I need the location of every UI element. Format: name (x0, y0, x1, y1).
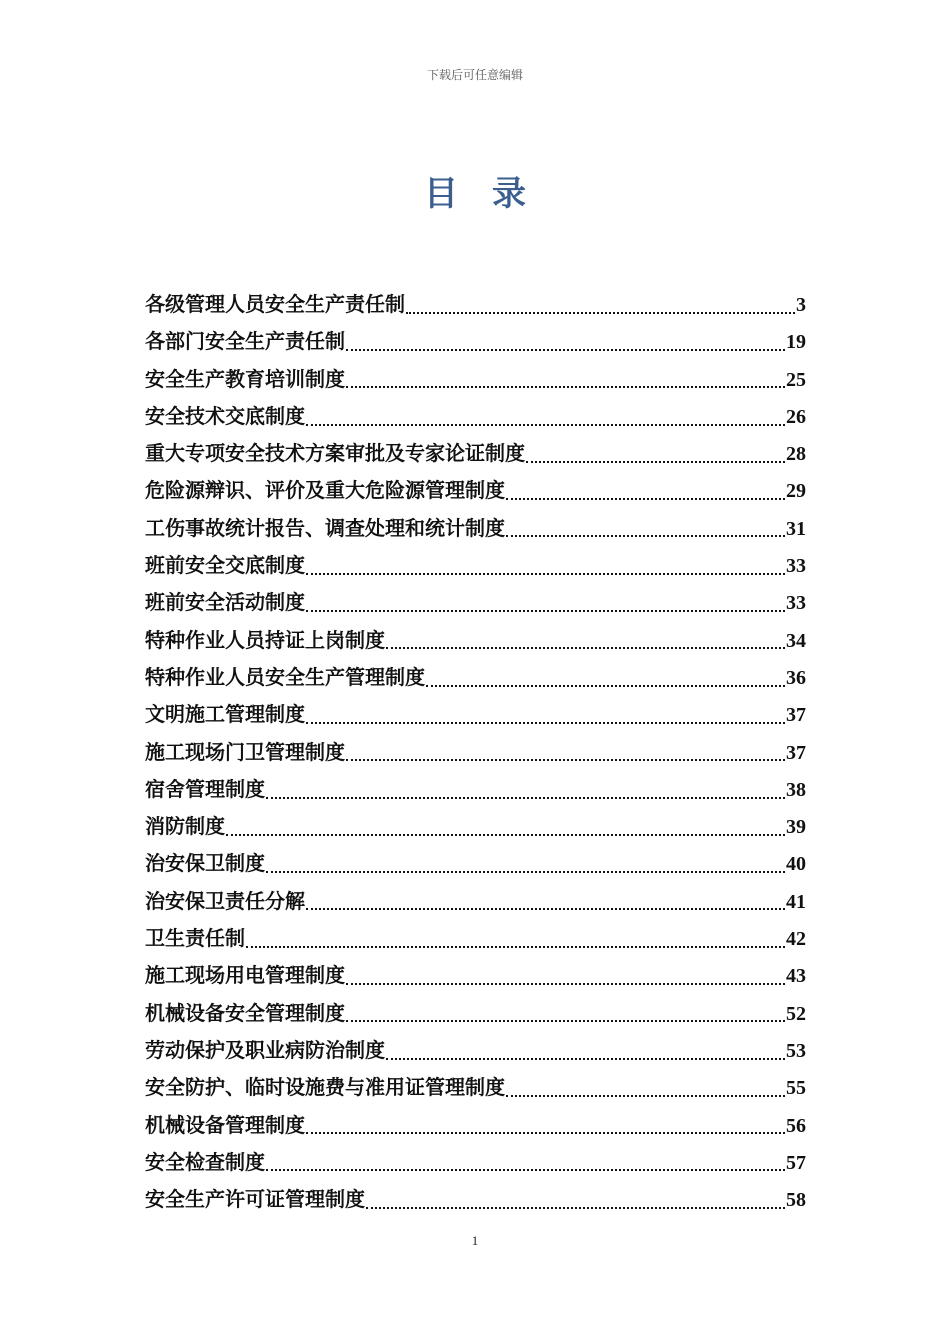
toc-dot-leader (366, 1207, 785, 1209)
toc-entry-page: 55 (786, 1077, 806, 1100)
toc-entry-title: 施工现场门卫管理制度 (145, 739, 345, 764)
toc-entry-page: 57 (786, 1151, 806, 1174)
toc-entry-page: 33 (786, 555, 806, 578)
toc-entry-title: 治安保卫制度 (145, 851, 265, 876)
toc-entry-title: 特种作业人员持证上岗制度 (145, 627, 385, 652)
toc-dot-leader (266, 871, 785, 873)
toc-entry[interactable] (145, 472, 806, 509)
toc-dot-leader (506, 498, 785, 500)
toc-entry-title: 工伤事故统计报告、调查处理和统计制度 (145, 515, 505, 540)
toc-list (145, 286, 806, 1218)
toc-dot-leader (266, 797, 785, 799)
toc-entry[interactable] (145, 995, 806, 1032)
toc-dot-leader (406, 312, 795, 314)
toc-entry[interactable] (145, 1032, 806, 1069)
toc-entry-page: 58 (786, 1189, 806, 1212)
toc-entry[interactable] (145, 659, 806, 696)
toc-dot-leader (386, 1058, 785, 1060)
toc-entry-title: 班前安全交底制度 (145, 553, 305, 578)
toc-entry[interactable] (145, 622, 806, 659)
toc-entry[interactable] (145, 771, 806, 808)
toc-entry[interactable] (145, 361, 806, 398)
toc-entry-page: 39 (786, 816, 806, 839)
header-note: 下载后可任意编辑 (426, 68, 523, 82)
toc-dot-leader (306, 424, 785, 426)
toc-entry-title: 治安保卫责任分解 (145, 888, 305, 913)
toc-entry[interactable] (145, 845, 806, 882)
toc-entry-title: 各级管理人员安全生产责任制 (145, 292, 405, 316)
toc-entry-title: 安全防护、临时设施费与准用证管理制度 (145, 1075, 505, 1100)
toc-entry-title: 安全检查制度 (145, 1149, 265, 1174)
toc-entry-title: 各部门安全生产责任制 (145, 329, 345, 354)
toc-entry-page: 56 (786, 1114, 806, 1137)
toc-entry-title: 重大专项安全技术方案审批及专家论证制度 (145, 441, 525, 466)
toc-dot-leader (306, 610, 785, 612)
toc-entry-page: 26 (786, 405, 806, 428)
toc-entry[interactable] (145, 734, 806, 771)
toc-entry[interactable] (145, 584, 806, 621)
toc-entry-page: 43 (786, 965, 806, 988)
toc-entry[interactable] (145, 1181, 806, 1218)
toc-entry[interactable] (145, 398, 806, 435)
toc-entry-page: 31 (786, 517, 806, 540)
toc-dot-leader (346, 1020, 785, 1022)
toc-entry[interactable] (145, 1107, 806, 1144)
toc-entry-page: 52 (786, 1002, 806, 1025)
toc-entry-page: 36 (786, 666, 806, 689)
toc-entry[interactable] (145, 808, 806, 845)
toc-entry-page: 40 (786, 853, 806, 876)
toc-entry[interactable] (145, 286, 806, 323)
toc-entry-title: 宿舍管理制度 (145, 776, 265, 801)
toc-entry-title: 危险源辩识、评价及重大危险源管理制度 (145, 478, 505, 503)
toc-entry[interactable] (145, 920, 806, 957)
page-number: 1 (471, 1233, 479, 1248)
toc-entry[interactable] (145, 435, 806, 472)
toc-entry-title: 消防制度 (145, 814, 225, 839)
toc-entry-title: 安全生产许可证管理制度 (145, 1187, 365, 1212)
toc-entry-title: 文明施工管理制度 (145, 702, 305, 727)
toc-entry-page: 25 (786, 368, 806, 391)
toc-entry[interactable] (145, 696, 806, 733)
toc-dot-leader (306, 908, 785, 910)
toc-entry-page: 37 (786, 704, 806, 727)
toc-entry-page: 28 (786, 443, 806, 466)
toc-entry-title: 特种作业人员安全生产管理制度 (145, 664, 425, 689)
toc-dot-leader (386, 647, 785, 649)
toc-entry[interactable] (145, 957, 806, 994)
toc-dot-leader (346, 983, 785, 985)
toc-entry-title: 卫生责任制 (145, 926, 245, 951)
toc-entry-title: 施工现场用电管理制度 (145, 963, 345, 988)
toc-dot-leader (506, 1095, 785, 1097)
toc-entry-title: 安全生产教育培训制度 (145, 366, 345, 391)
toc-dot-leader (426, 685, 785, 687)
toc-entry-page: 33 (786, 592, 806, 615)
toc-dot-leader (226, 834, 785, 836)
toc-entry-page: 41 (786, 890, 806, 913)
toc-entry-page: 29 (786, 480, 806, 503)
toc-dot-leader (346, 349, 785, 351)
toc-entry[interactable] (145, 883, 806, 920)
toc-entry-page: 53 (786, 1039, 806, 1062)
toc-entry[interactable] (145, 1069, 806, 1106)
toc-entry-page: 38 (786, 778, 806, 801)
toc-dot-leader (266, 1169, 785, 1171)
toc-entry-page: 3 (796, 294, 806, 316)
toc-entry-page: 37 (786, 741, 806, 764)
toc-entry-title: 机械设备管理制度 (145, 1112, 305, 1137)
toc-entry-page: 42 (786, 928, 806, 951)
toc-entry-page: 34 (786, 629, 806, 652)
toc-dot-leader (346, 759, 785, 761)
toc-entry-page: 19 (786, 331, 806, 354)
toc-dot-leader (306, 573, 785, 575)
toc-entry[interactable] (145, 510, 806, 547)
toc-dot-leader (346, 386, 785, 388)
toc-dot-leader (506, 535, 785, 537)
toc-entry-title: 劳动保护及职业病防治制度 (145, 1037, 385, 1062)
toc-entry-title: 安全技术交底制度 (145, 403, 305, 428)
toc-entry-title: 机械设备安全管理制度 (145, 1000, 345, 1025)
toc-dot-leader (246, 946, 785, 948)
toc-dot-leader (526, 461, 785, 463)
toc-entry-title: 班前安全活动制度 (145, 590, 305, 615)
toc-entry[interactable] (145, 1144, 806, 1181)
toc-entry[interactable] (145, 547, 806, 584)
toc-title: 目录 (424, 174, 560, 214)
toc-entry[interactable] (145, 323, 806, 360)
toc-dot-leader (306, 722, 785, 724)
toc-dot-leader (306, 1132, 785, 1134)
